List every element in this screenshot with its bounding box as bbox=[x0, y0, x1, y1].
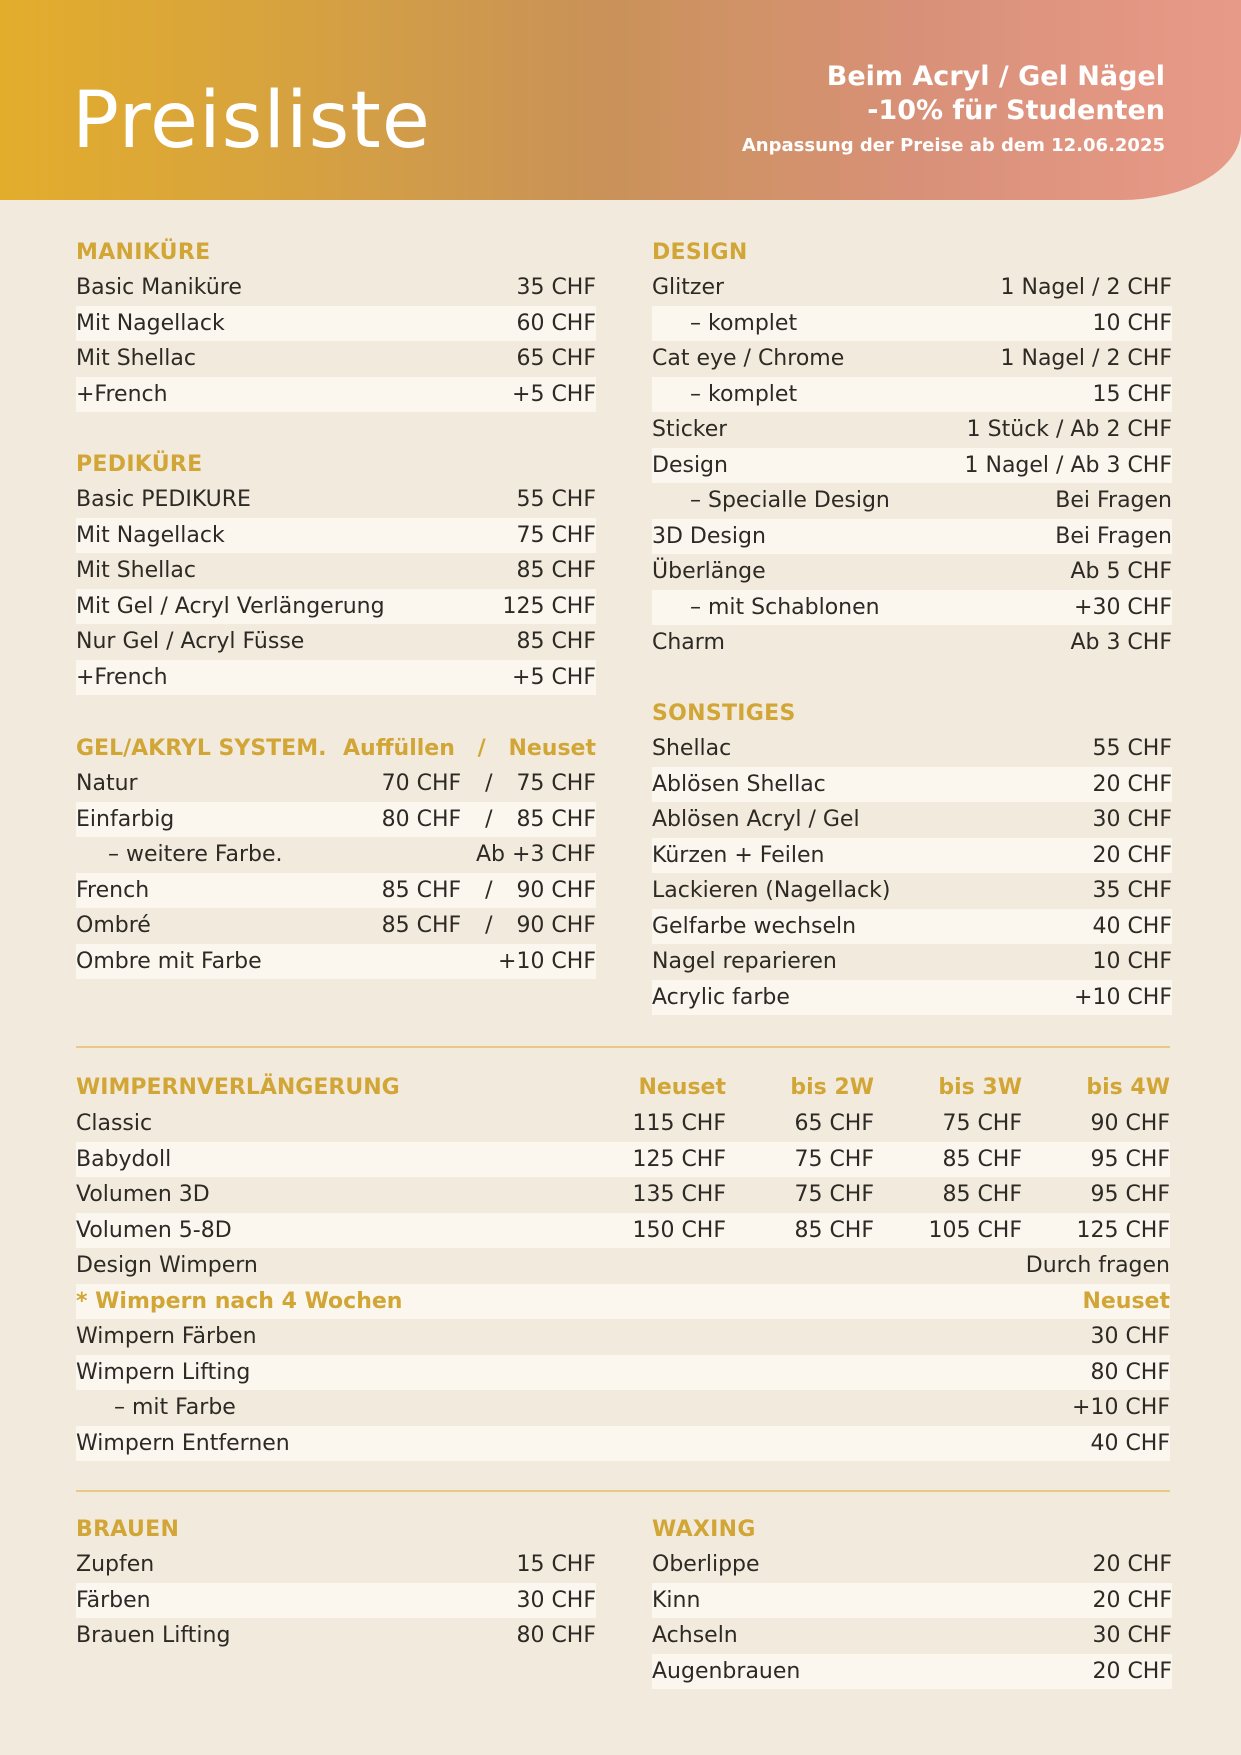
item-label: Einfarbig bbox=[76, 806, 175, 832]
list-item bbox=[76, 553, 596, 589]
list-item bbox=[652, 554, 1172, 590]
list-item bbox=[652, 838, 1172, 874]
price-cell: 85 CHF bbox=[794, 1217, 874, 1243]
price-list bbox=[652, 731, 1172, 1015]
item-price: 85 CHF bbox=[516, 558, 596, 583]
item-price: 35 CHF bbox=[516, 275, 596, 300]
item-label: Sticker bbox=[652, 417, 728, 442]
item-price: 55 CHF bbox=[516, 487, 596, 512]
price-cell: 105 CHF bbox=[928, 1217, 1022, 1243]
item-label: +French bbox=[76, 664, 168, 690]
refill-price: 80 CHF bbox=[381, 806, 462, 832]
list-item bbox=[652, 519, 1172, 555]
list-item bbox=[652, 306, 1172, 342]
price-separator: / bbox=[485, 913, 493, 938]
list-item bbox=[652, 270, 1172, 306]
price-list bbox=[76, 766, 596, 979]
refill-price bbox=[307, 837, 426, 873]
section-title: WAXING bbox=[652, 1517, 756, 1542]
list-item bbox=[76, 306, 596, 342]
section-title: MANIKÜRE bbox=[76, 240, 211, 265]
item-label: Mit Gel / Acryl Verlängerung bbox=[76, 593, 385, 619]
item-label: Volumen 5-8D bbox=[76, 1217, 232, 1243]
price-cell: 85 CHF bbox=[942, 1146, 1022, 1172]
column-header: bis 2W bbox=[790, 1075, 874, 1100]
item-label: Shellac bbox=[652, 736, 732, 761]
item-label: Ombré bbox=[76, 913, 151, 938]
table-row bbox=[76, 1319, 1170, 1355]
item-label: – mit Schablonen bbox=[690, 594, 880, 620]
section-title: SONSTIGES bbox=[652, 701, 796, 726]
item-price: Durch fragen bbox=[1025, 1253, 1170, 1278]
price-separator: / bbox=[485, 771, 493, 796]
section-design bbox=[652, 236, 1172, 661]
refill-price: 85 CHF bbox=[381, 877, 462, 903]
item-price: 30 CHF bbox=[1092, 1623, 1172, 1648]
section-title: PEDIKÜRE bbox=[76, 452, 203, 477]
item-label: Ombre mit Farbe bbox=[76, 948, 262, 974]
table-row bbox=[76, 1426, 1170, 1462]
price-separator: / bbox=[485, 806, 493, 832]
price-cell: 125 CHF bbox=[632, 1146, 726, 1172]
price-cell: 135 CHF bbox=[632, 1182, 726, 1207]
list-item bbox=[76, 377, 596, 413]
table-row bbox=[76, 1213, 1170, 1249]
item-price: Ab 5 CHF bbox=[1070, 559, 1172, 584]
list-item bbox=[652, 1654, 1172, 1690]
list-item bbox=[652, 1618, 1172, 1654]
item-label: Wimpern Färben bbox=[76, 1324, 257, 1349]
section-pedikure bbox=[76, 448, 596, 695]
refill-price bbox=[318, 944, 445, 980]
section-sonstiges bbox=[652, 697, 1172, 1015]
price-separator: / bbox=[485, 877, 493, 903]
item-label: Wimpern Entfernen bbox=[76, 1430, 290, 1456]
section-gel-akryl bbox=[76, 732, 596, 979]
item-price: 1 Stück / Ab 2 CHF bbox=[966, 417, 1172, 442]
header-banner bbox=[0, 0, 1241, 200]
list-item bbox=[652, 802, 1172, 838]
lash-header-row bbox=[76, 1070, 1170, 1106]
item-label: Wimpern Lifting bbox=[76, 1359, 251, 1385]
column-header: bis 3W bbox=[938, 1075, 1022, 1100]
list-item bbox=[652, 377, 1172, 413]
gel-header-row bbox=[76, 732, 596, 766]
section-manikure bbox=[76, 236, 596, 412]
item-price: 20 CHF bbox=[1092, 842, 1172, 868]
section-title: WIMPERNVERLÄNGERUNG bbox=[76, 1075, 400, 1100]
subsection-title: * Wimpern nach 4 Wochen bbox=[76, 1288, 403, 1314]
item-label: Augenbrauen bbox=[652, 1658, 801, 1684]
list-item bbox=[652, 625, 1172, 661]
section-divider bbox=[76, 1490, 1170, 1492]
new-set-price: 75 CHF bbox=[516, 771, 596, 796]
item-price: 85 CHF bbox=[516, 629, 596, 654]
list-item bbox=[652, 873, 1172, 909]
list-item bbox=[652, 448, 1172, 484]
item-label: Färben bbox=[76, 1587, 151, 1613]
list-item bbox=[652, 909, 1172, 945]
price-cell: 75 CHF bbox=[942, 1111, 1022, 1136]
table-row bbox=[76, 1390, 1170, 1426]
price-cell: 150 CHF bbox=[632, 1217, 726, 1243]
item-price: +5 CHF bbox=[512, 664, 596, 690]
promo-line-2: -10% für Studenten bbox=[867, 95, 1165, 126]
column-header-new-set: Neuset bbox=[508, 736, 596, 761]
price-update-note: Anpassung der Preise ab dem 12.06.2025 bbox=[741, 135, 1165, 156]
list-item bbox=[76, 624, 596, 660]
item-label: Charm bbox=[652, 630, 725, 655]
list-item bbox=[76, 1547, 596, 1583]
list-item bbox=[652, 590, 1172, 626]
price-separator bbox=[445, 944, 498, 980]
item-label: Babydoll bbox=[76, 1146, 172, 1172]
item-price: 35 CHF bbox=[1092, 878, 1172, 903]
promo-line-1: Beim Acryl / Gel Nägel bbox=[826, 61, 1165, 92]
item-label: Überlänge bbox=[652, 559, 766, 584]
item-price: +10 CHF bbox=[1072, 1395, 1170, 1420]
list-item bbox=[76, 341, 596, 377]
item-price: 80 CHF bbox=[516, 1623, 596, 1648]
item-label: Acrylic farbe bbox=[652, 984, 790, 1010]
item-price: 40 CHF bbox=[1092, 913, 1172, 939]
price-separator bbox=[426, 837, 476, 873]
item-label: Glitzer bbox=[652, 275, 725, 300]
item-label: Cat eye / Chrome bbox=[652, 346, 845, 371]
item-label: French bbox=[76, 877, 150, 903]
item-label: Design bbox=[652, 452, 728, 478]
item-price: 20 CHF bbox=[1092, 1552, 1172, 1577]
list-item bbox=[652, 341, 1172, 377]
price-cell: 95 CHF bbox=[1090, 1146, 1170, 1172]
list-item bbox=[652, 1583, 1172, 1619]
item-price: 15 CHF bbox=[516, 1552, 596, 1577]
refill-price: 70 CHF bbox=[381, 771, 462, 796]
item-label: – komplet bbox=[690, 310, 798, 336]
list-item bbox=[76, 944, 596, 980]
table-row bbox=[76, 1142, 1170, 1178]
list-item bbox=[76, 908, 596, 944]
price-cell: 125 CHF bbox=[1076, 1217, 1170, 1243]
item-label: Brauen Lifting bbox=[76, 1623, 231, 1648]
list-item bbox=[76, 270, 596, 306]
item-price: 20 CHF bbox=[1092, 1587, 1172, 1613]
page-title: Preisliste bbox=[72, 76, 431, 166]
list-item bbox=[76, 518, 596, 554]
new-set-price: Ab +3 CHF bbox=[476, 842, 596, 867]
item-label: Natur bbox=[76, 771, 138, 796]
item-label: – Specialle Design bbox=[690, 488, 890, 513]
item-label: – weitere Farbe. bbox=[108, 842, 283, 867]
item-label: Ablösen Acryl / Gel bbox=[652, 807, 860, 832]
item-label: Mit Shellac bbox=[76, 558, 196, 583]
student-promo bbox=[742, 60, 1165, 161]
list-item bbox=[76, 873, 596, 909]
item-price: 1 Nagel / 2 CHF bbox=[1000, 275, 1172, 300]
item-price: Bei Fragen bbox=[1055, 523, 1172, 549]
column-header-refill: Auffüllen bbox=[343, 736, 455, 761]
column-header: Neuset bbox=[638, 1075, 726, 1100]
section-wimpern bbox=[76, 1070, 1170, 1461]
item-price: 15 CHF bbox=[1092, 381, 1172, 407]
list-item bbox=[76, 837, 596, 873]
item-price: 65 CHF bbox=[516, 346, 596, 371]
item-price: Bei Fragen bbox=[1055, 488, 1172, 513]
item-label: – mit Farbe bbox=[114, 1395, 236, 1420]
table-row bbox=[76, 1177, 1170, 1213]
list-item bbox=[652, 412, 1172, 448]
item-label: Design Wimpern bbox=[76, 1253, 258, 1278]
section-title: DESIGN bbox=[652, 240, 748, 265]
price-cell: 75 CHF bbox=[794, 1182, 874, 1207]
item-label: Ablösen Shellac bbox=[652, 771, 826, 797]
item-label: Classic bbox=[76, 1111, 153, 1136]
item-price: 20 CHF bbox=[1092, 771, 1172, 797]
item-label: Basic Maniküre bbox=[76, 275, 242, 300]
item-label: Zupfen bbox=[76, 1552, 155, 1577]
price-list bbox=[652, 1547, 1172, 1689]
item-price: 10 CHF bbox=[1092, 310, 1172, 336]
item-label: Gelfarbe wechseln bbox=[652, 913, 857, 939]
item-price: +10 CHF bbox=[1074, 984, 1172, 1010]
price-list bbox=[76, 270, 596, 412]
price-list bbox=[652, 270, 1172, 661]
new-set-price: +10 CHF bbox=[498, 948, 596, 974]
price-cell: 115 CHF bbox=[632, 1111, 726, 1136]
list-item bbox=[76, 660, 596, 696]
item-price: 80 CHF bbox=[1090, 1359, 1170, 1385]
price-list bbox=[76, 1547, 596, 1654]
price-cell: 75 CHF bbox=[794, 1146, 874, 1172]
item-label: Mit Nagellack bbox=[76, 522, 225, 548]
section-title: BRAUEN bbox=[76, 1517, 180, 1542]
list-item bbox=[652, 1547, 1172, 1583]
list-item bbox=[652, 731, 1172, 767]
list-item bbox=[76, 482, 596, 518]
table-row bbox=[76, 1248, 1170, 1284]
list-item bbox=[76, 1583, 596, 1619]
item-label: – komplet bbox=[690, 381, 798, 407]
item-price: +5 CHF bbox=[512, 381, 596, 407]
item-price: 60 CHF bbox=[516, 310, 596, 336]
item-price: 10 CHF bbox=[1092, 949, 1172, 974]
list-item bbox=[652, 767, 1172, 803]
item-price: +30 CHF bbox=[1074, 594, 1172, 620]
item-label: +French bbox=[76, 381, 168, 407]
item-label: Oberlippe bbox=[652, 1552, 760, 1577]
section-divider bbox=[76, 1046, 1170, 1048]
item-price: 30 CHF bbox=[1090, 1324, 1170, 1349]
price-table bbox=[76, 1106, 1170, 1461]
item-price: Ab 3 CHF bbox=[1070, 630, 1172, 655]
section-brauen bbox=[76, 1513, 596, 1654]
item-price: 75 CHF bbox=[516, 522, 596, 548]
item-label: Mit Shellac bbox=[76, 346, 196, 371]
item-price: 40 CHF bbox=[1090, 1430, 1170, 1456]
price-cell: 85 CHF bbox=[942, 1182, 1022, 1207]
item-label: Achseln bbox=[652, 1623, 738, 1648]
item-label: Kürzen + Feilen bbox=[652, 842, 825, 868]
list-item bbox=[652, 980, 1172, 1016]
item-label: 3D Design bbox=[652, 523, 766, 549]
list-item bbox=[76, 1618, 596, 1654]
list-item bbox=[652, 483, 1172, 519]
item-price: 125 CHF bbox=[502, 593, 596, 619]
item-label: Nur Gel / Acryl Füsse bbox=[76, 629, 305, 654]
section-title: GEL/AKRYL SYSTEM. bbox=[76, 736, 327, 761]
price-cell: 90 CHF bbox=[1090, 1111, 1170, 1136]
column-header: Neuset bbox=[1082, 1288, 1170, 1314]
list-item bbox=[76, 802, 596, 838]
column-separator: / bbox=[477, 736, 486, 761]
item-price: 30 CHF bbox=[1092, 807, 1172, 832]
subsection-header bbox=[76, 1284, 1170, 1320]
price-cell: 65 CHF bbox=[794, 1111, 874, 1136]
refill-price: 85 CHF bbox=[381, 913, 462, 938]
item-price: 20 CHF bbox=[1092, 1658, 1172, 1684]
price-list bbox=[76, 482, 596, 695]
item-price: 55 CHF bbox=[1092, 736, 1172, 761]
item-label: Lackieren (Nagellack) bbox=[652, 878, 891, 903]
item-price: 1 Nagel / 2 CHF bbox=[1000, 346, 1172, 371]
new-set-price: 90 CHF bbox=[516, 913, 596, 938]
item-price: 30 CHF bbox=[516, 1587, 596, 1613]
item-label: Mit Nagellack bbox=[76, 310, 225, 336]
item-label: Kinn bbox=[652, 1587, 701, 1613]
item-label: Basic PEDIKURE bbox=[76, 487, 251, 512]
price-cell: 95 CHF bbox=[1090, 1182, 1170, 1207]
item-label: Volumen 3D bbox=[76, 1182, 210, 1207]
list-item bbox=[76, 589, 596, 625]
new-set-price: 90 CHF bbox=[516, 877, 596, 903]
table-row bbox=[76, 1355, 1170, 1391]
item-label: Nagel reparieren bbox=[652, 949, 837, 974]
list-item bbox=[652, 944, 1172, 980]
list-item bbox=[76, 766, 596, 802]
column-header: bis 4W bbox=[1086, 1075, 1170, 1100]
section-waxing bbox=[652, 1513, 1172, 1689]
item-price: 1 Nagel / Ab 3 CHF bbox=[964, 452, 1172, 478]
table-row bbox=[76, 1106, 1170, 1142]
new-set-price: 85 CHF bbox=[516, 806, 596, 832]
